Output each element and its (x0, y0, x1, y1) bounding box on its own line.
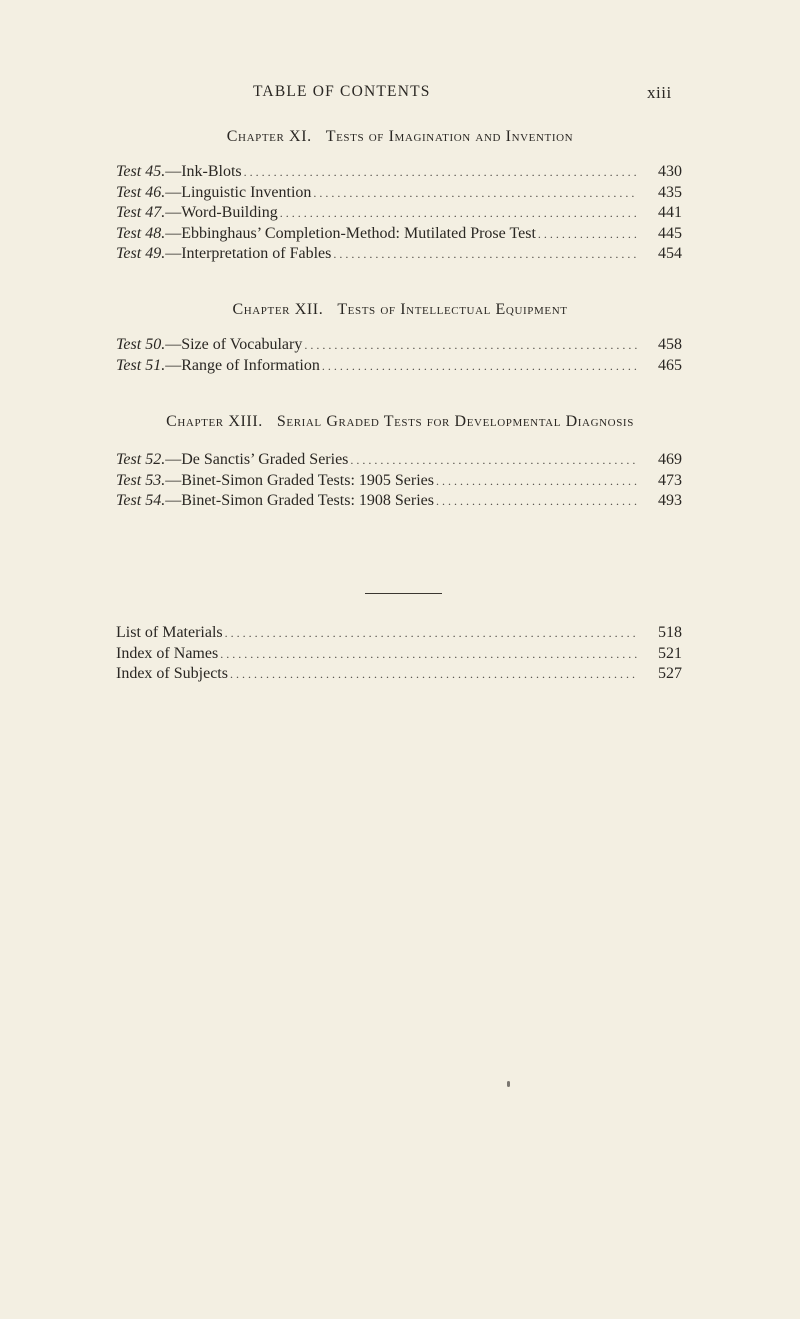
toc-entry[interactable] (116, 184, 682, 205)
dot-leader (230, 665, 638, 683)
page-number: xiii (647, 83, 672, 102)
dot-leader (220, 645, 638, 663)
chapter-heading-xii (0, 301, 800, 319)
test-number: Test 45. (116, 163, 166, 180)
entry-page: 441 (658, 204, 682, 221)
test-number: Test 49. (116, 245, 166, 262)
toc-entry[interactable] (116, 492, 682, 513)
toc-entry[interactable] (116, 163, 682, 184)
chapter-title: Tests of Imagination and Invention (325, 128, 574, 145)
running-head (0, 83, 800, 107)
test-number: Test 51. (116, 356, 166, 374)
test-number: Test 50. (116, 336, 166, 353)
chapter-number: Chapter XIII. (166, 413, 263, 430)
entry-title: —Size of Vocabulary (165, 336, 303, 353)
entry-page: 493 (658, 492, 682, 509)
entry-page: 454 (658, 245, 682, 262)
toc-entry[interactable] (116, 336, 682, 357)
entry-title: —Range of Information (165, 356, 320, 374)
entry-page: 445 (658, 224, 682, 242)
test-number: Test 46. (116, 183, 166, 201)
toc-entry[interactable] (116, 624, 682, 645)
test-number: Test 54. (116, 492, 166, 509)
entry-title: —Binet-Simon Graded Tests: 1908 Series (165, 492, 434, 509)
entry-title: List of Materials (116, 624, 223, 641)
entry-page: 458 (658, 336, 682, 353)
entry-title: —Interpretation of Fables (165, 245, 332, 262)
toc-entry[interactable] (116, 357, 682, 378)
toc-entry[interactable] (116, 204, 682, 225)
entry-page: 521 (658, 644, 682, 662)
chapter-title: Serial Graded Tests for Developmental Diagnosis (276, 413, 634, 430)
running-title: TABLE OF CONTENTS (253, 83, 431, 100)
toc-entry[interactable] (116, 472, 682, 493)
chapter-xi-entries (116, 163, 682, 266)
back-matter-entries (116, 624, 682, 686)
entry-title: —Ebbinghaus’ Completion-Method: Mutilated Prose Test (165, 224, 536, 242)
toc-entry[interactable] (116, 451, 682, 472)
test-number: Test 52. (116, 451, 166, 468)
entry-page: 465 (658, 356, 682, 374)
toc-entry[interactable] (116, 665, 682, 686)
chapter-xiii-entries (116, 451, 682, 513)
toc-entry[interactable] (116, 645, 682, 666)
dot-leader (333, 245, 638, 263)
test-number: Test 47. (116, 204, 166, 221)
entry-page: 469 (658, 451, 682, 468)
entry-page: 527 (658, 665, 682, 682)
toc-entry[interactable] (116, 245, 682, 266)
entry-page: 473 (658, 471, 682, 489)
entry-page: 430 (658, 163, 682, 180)
dot-leader (436, 492, 638, 510)
dot-leader (436, 472, 638, 490)
dot-leader (225, 624, 638, 642)
dot-leader (304, 336, 638, 354)
dot-leader (322, 357, 638, 375)
chapter-xii-entries (116, 336, 682, 377)
entry-title: —Linguistic Invention (165, 183, 312, 201)
entry-title: —Word-Building (165, 204, 278, 221)
test-number: Test 53. (116, 471, 166, 489)
dot-leader (280, 204, 638, 222)
dot-leader (538, 225, 638, 243)
section-divider-rule (365, 593, 442, 594)
chapter-title: Tests of Intellectual Equipment (337, 301, 568, 318)
dot-leader (350, 451, 638, 469)
chapter-number: Chapter XII. (232, 301, 324, 318)
entry-title: —Binet-Simon Graded Tests: 1905 Series (165, 471, 434, 489)
dot-leader (313, 184, 638, 202)
chapter-number: Chapter XI. (226, 128, 312, 145)
entry-title: —Ink-Blots (165, 163, 242, 180)
chapter-heading-xiii (0, 413, 800, 431)
ink-speck (507, 1081, 510, 1087)
entry-title: —De Sanctis’ Graded Series (165, 451, 349, 468)
test-number: Test 48. (116, 224, 166, 242)
toc-entry[interactable] (116, 225, 682, 246)
entry-page: 518 (658, 624, 682, 641)
entry-page: 435 (658, 183, 682, 201)
entry-title: Index of Names (116, 644, 219, 662)
entry-title: Index of Subjects (116, 665, 228, 682)
dot-leader (244, 163, 638, 181)
chapter-heading-xi (0, 128, 800, 146)
